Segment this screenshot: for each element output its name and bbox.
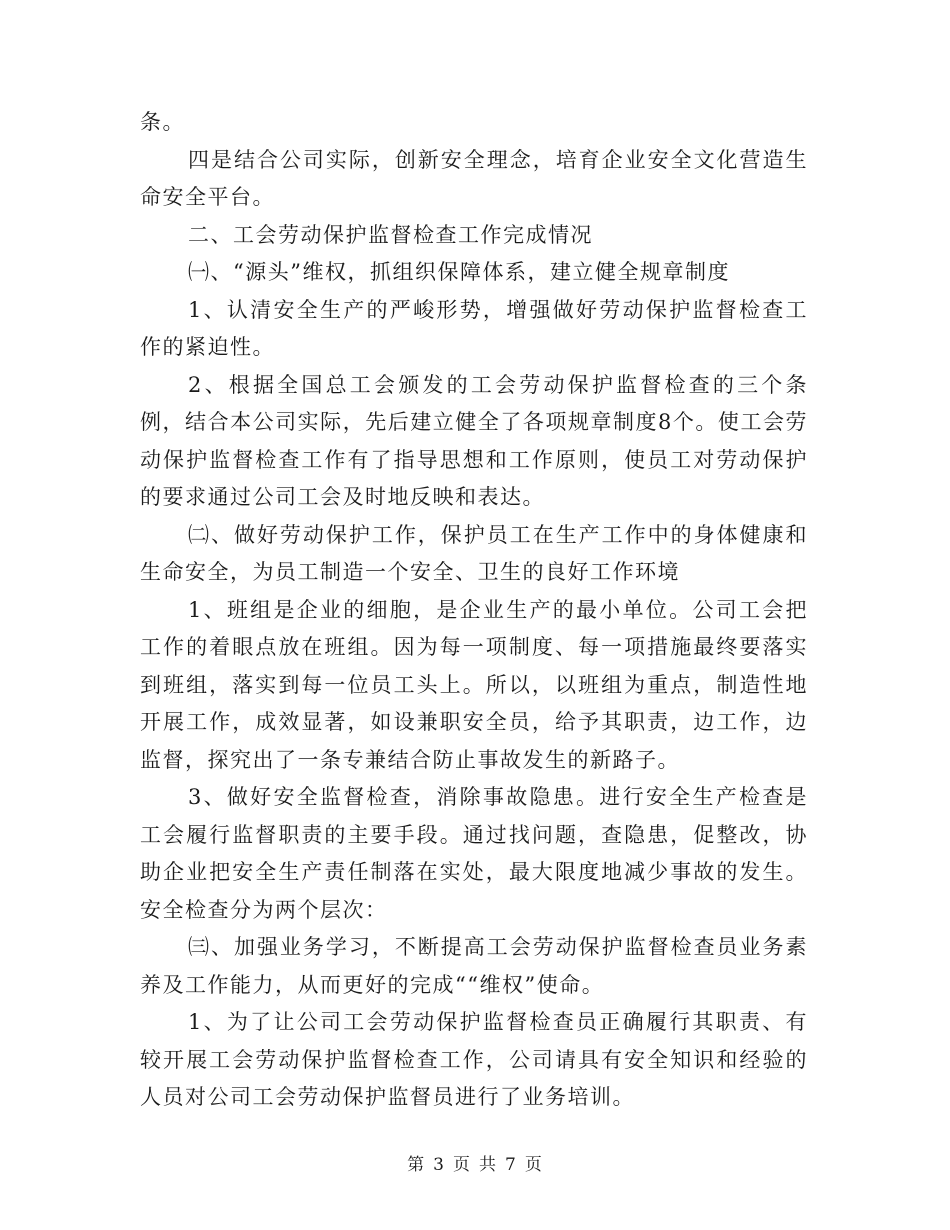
footer-current-page: 3 bbox=[433, 1155, 445, 1175]
footer-page-unit: 页 bbox=[453, 1155, 471, 1175]
paragraph: 1、班组是企业的细胞，是企业生产的最小单位。公司工会把工作的着眼点放在班组。因为每一项制度、每一项措施最终要落实到班组，落实到每一位员工头上。所以，以班组为重点，制造性地开展工作，成效显著，如设兼职安全员，给予其职责，边工作，边监督，探究出了一条专兼结合防止事故发生的新路子。 bbox=[140, 597, 808, 772]
subsection-heading: ㈢、加强业务学习，不断提高工会劳动保护监督检查员业务素养及工作能力，从而更好的完成““维权”使命。 bbox=[140, 935, 808, 997]
footer-total-label: 共 bbox=[479, 1155, 497, 1175]
subsection-heading: ㈠、“源头”维权，抓组织保障体系，建立健全规章制度 bbox=[188, 260, 730, 284]
footer-suffix: 页 bbox=[524, 1155, 543, 1175]
page-footer bbox=[0, 1150, 950, 1175]
section-heading: 二、工会劳动保护监督检查工作完成情况 bbox=[188, 222, 593, 247]
footer-total-pages: 7 bbox=[505, 1155, 517, 1175]
paragraph: 1、为了让公司工会劳动保护监督检查员正确履行其职责、有较开展工会劳动保护监督检查工作，公司请具有安全知识和经验的人员对公司工会劳动保护监督员进行了业务培训。 bbox=[140, 1010, 808, 1109]
paragraph: 2、根据全国总工会颁发的工会劳动保护监督检查的三个条例，结合本公司实际，先后建立健全了各项规章制度8个。使工会劳动保护监督检查工作有了指导思想和工作原则，使员工对劳动保护的要求通过公司工会及时地反映和表达。 bbox=[140, 372, 808, 509]
subsection-heading: ㈡、做好劳动保护工作，保护员工在生产工作中的身体健康和生命安全，为员工制造一个安全、卫生的良好工作环境 bbox=[140, 522, 808, 584]
document-body bbox=[140, 104, 808, 1117]
paragraph: 3、做好安全监督检查，消除事故隐患。进行安全生产检查是工会履行监督职责的主要手段。通过找问题，查隐患，促整改，协助企业把安全生产责任制落在实处，最大限度地减少事故的发生。安全检查分为两个层次： bbox=[140, 785, 808, 922]
paragraph: 1、认清安全生产的严峻形势，增强做好劳动保护监督检查工作的紧迫性。 bbox=[140, 297, 808, 359]
footer-prefix: 第 bbox=[407, 1155, 426, 1175]
paragraph: 四是结合公司实际，创新安全理念，培育企业安全文化营造生命安全平台。 bbox=[140, 147, 808, 209]
paragraph: 条。 bbox=[140, 110, 185, 134]
